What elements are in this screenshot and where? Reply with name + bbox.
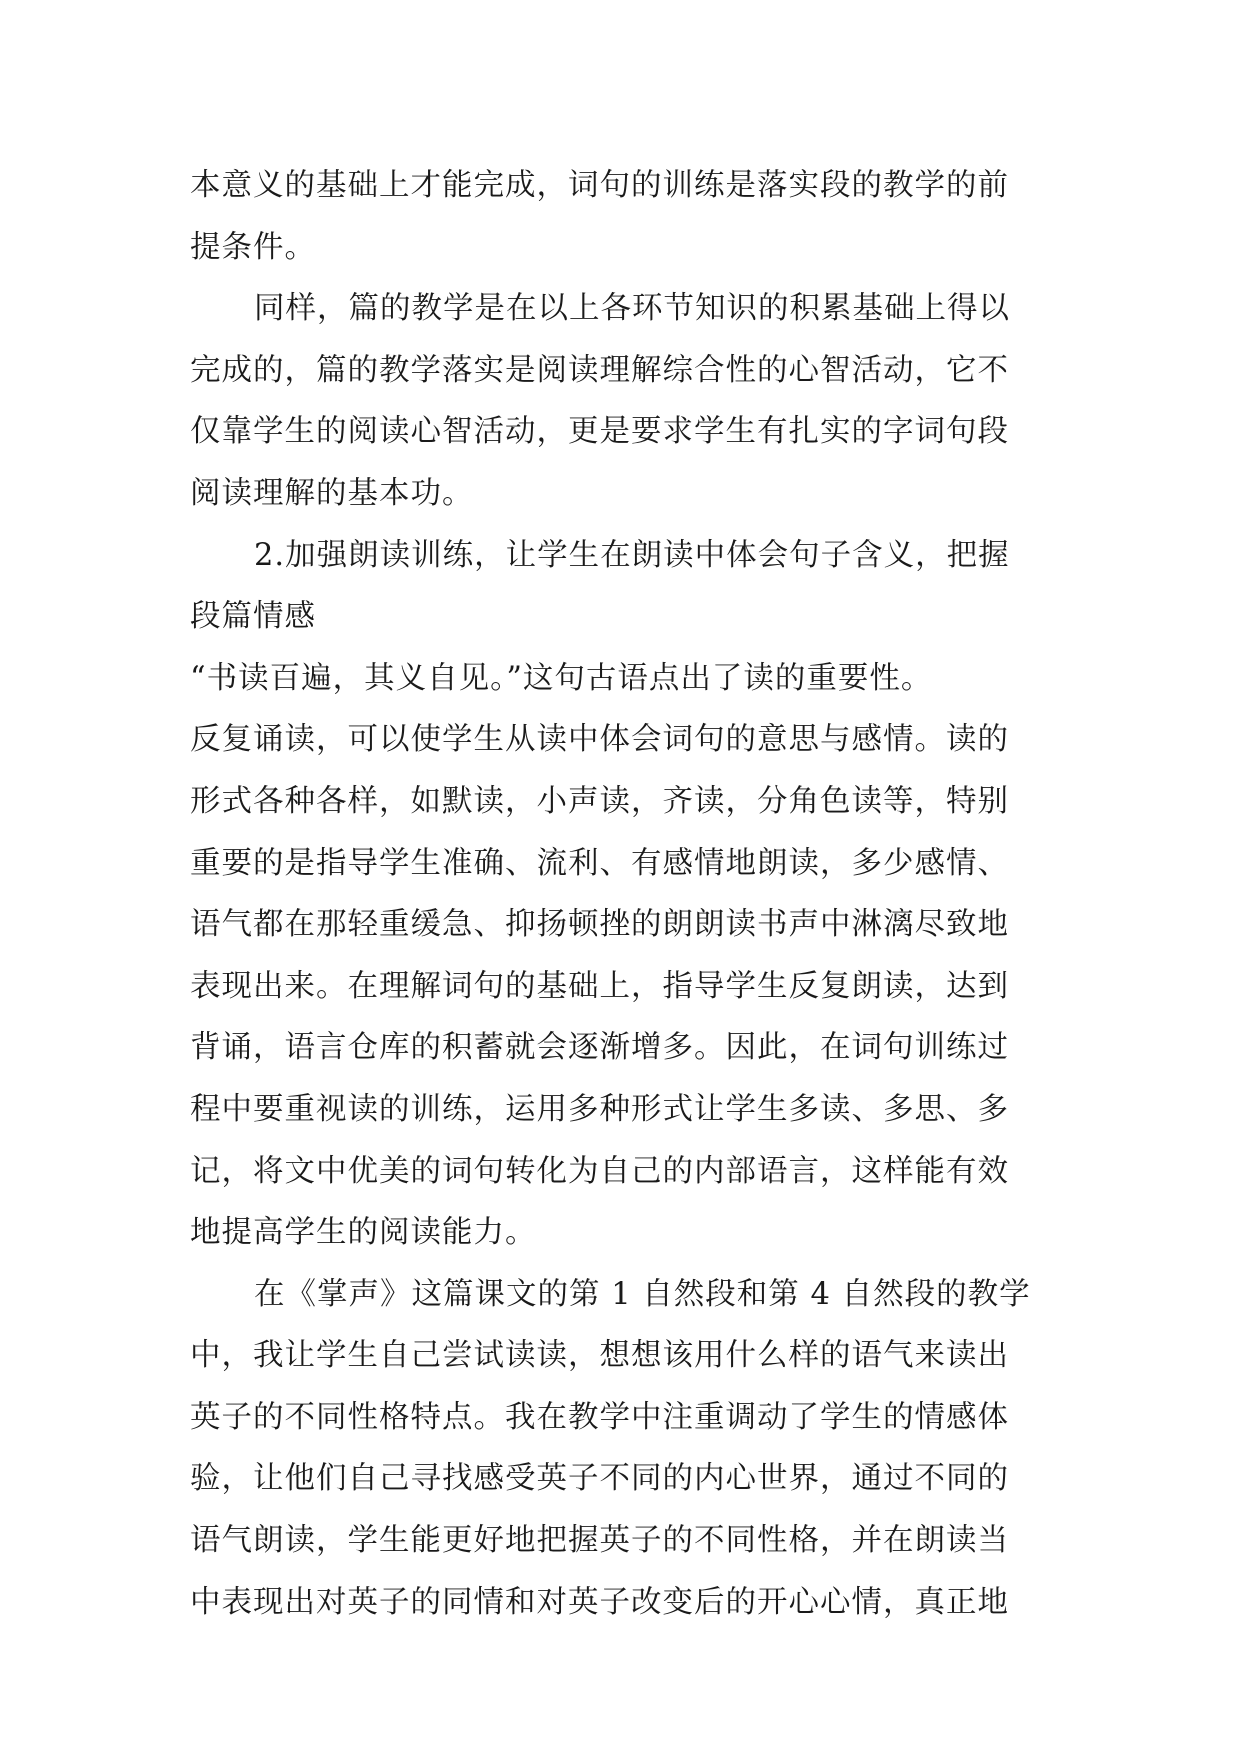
text-line: 语气都在那轻重缓急、抑扬顿挫的朗朗读书声中淋漓尽致地 xyxy=(190,907,1009,943)
text-line: 验，让他们自己寻找感受英子不同的内心世界，通过不同的 xyxy=(190,1461,1009,1497)
text-line: 形式各种各样，如默读，小声读，齐读，分角色读等，特别 xyxy=(190,783,1009,819)
text-line: 提条件。 xyxy=(190,229,316,265)
text-line: 重要的是指导学生准确、流利、有感情地朗读，多少感情、 xyxy=(190,845,1009,881)
text-line: 阅读理解的基本功。 xyxy=(190,475,474,511)
body-text xyxy=(190,155,1050,1633)
text-line: 语气朗读，学生能更好地把握英子的不同性格，并在朗读当 xyxy=(190,1523,1009,1559)
section-heading-line: 段篇情感 xyxy=(190,599,316,635)
text-line: 完成的，篇的教学落实是阅读理解综合性的心智活动，它不 xyxy=(190,352,1009,388)
text-line: 本意义的基础上才能完成，词句的训练是落实段的教学的前 xyxy=(190,168,1009,203)
section-heading-line: 2.加强朗读训练，让学生在朗读中体会句子含义，把握 xyxy=(254,537,1010,573)
text-line: 地提高学生的阅读能力。 xyxy=(190,1215,537,1251)
text-line: 反复诵读，可以使学生从读中体会词句的意思与感情。读的 xyxy=(190,722,1009,758)
text-line: 中表现出对英子的同情和对英子改变后的开心心情，真正地 xyxy=(190,1584,1009,1620)
text-line: 记，将文中优美的词句转化为自己的内部语言，这样能有效 xyxy=(190,1153,1009,1189)
text-line: 在《掌声》这篇课文的第 1 自然段和第 4 自然段的教学 xyxy=(254,1276,1031,1312)
text-line: 程中要重视读的训练，运用多种形式让学生多读、多思、多 xyxy=(190,1091,1009,1127)
text-line: 英子的不同性格特点。我在教学中注重调动了学生的情感体 xyxy=(190,1399,1009,1435)
text-line: “书读百遍，其义自见。”这句古语点出了读的重要性。 xyxy=(190,660,933,696)
text-line: 背诵，语言仓库的积蓄就会逐渐增多。因此，在词句训练过 xyxy=(190,1030,1009,1066)
text-line: 同样，篇的教学是在以上各环节知识的积累基础上得以 xyxy=(254,291,1010,327)
text-line: 仅靠学生的阅读心智活动，更是要求学生有扎实的字词句段 xyxy=(190,414,1009,450)
text-line: 中，我让学生自己尝试读读，想想该用什么样的语气来读出 xyxy=(190,1338,1009,1374)
text-line: 表现出来。在理解词句的基础上，指导学生反复朗读，达到 xyxy=(190,968,1009,1004)
